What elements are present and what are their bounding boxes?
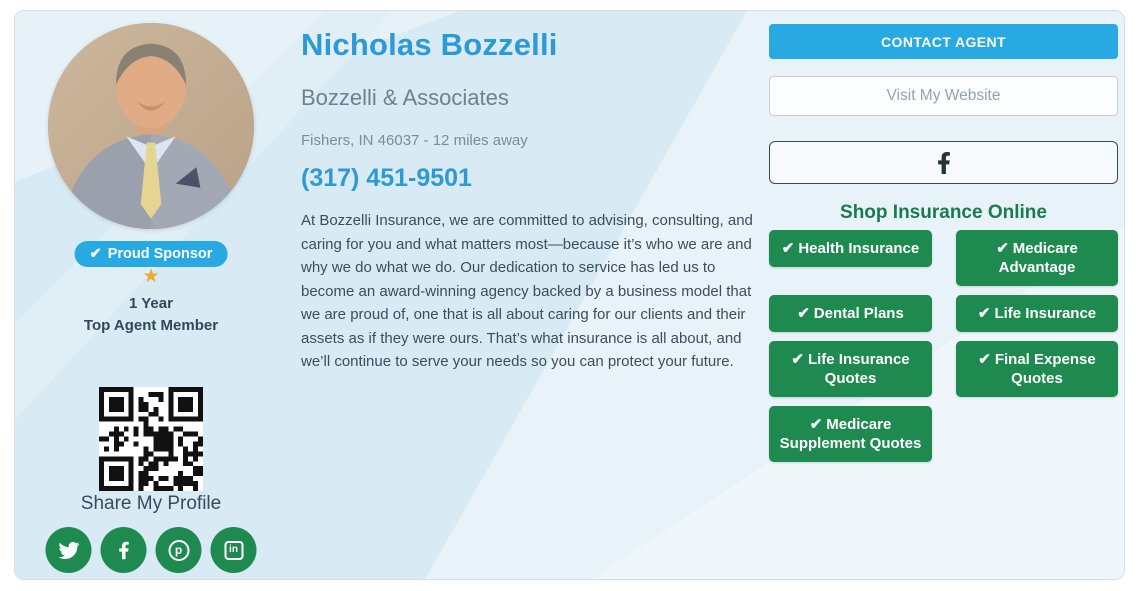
facebook-page-button[interactable] [769,141,1118,184]
linkedin-button[interactable] [211,527,257,573]
contact-agent-button[interactable]: CONTACT AGENT [769,24,1118,59]
agent-card [14,10,1125,580]
agent-bio: At Bozzelli Insurance, we are committed to advising, consulting, and caring for you and what matters most—because it’s who we are and why we do what we do. Our dedication to service has led us to become an award-winning agency backed by a business model that we are proud of, one that is all about caring for our clients and their assets as if they were ours. That’s what insurance is all about, and we’ll continue to serve your needs so you can protect your future. [301,212,753,370]
facebook-icon [937,152,951,174]
shop-button-final-expense-quotes[interactable]: ✔ Final Expense Quotes [956,341,1118,397]
visit-website-button[interactable]: Visit My Website [769,76,1118,116]
pinterest-icon: p [168,540,189,561]
agent-name: Nicholas Bozzelli [301,27,558,62]
facebook-button[interactable] [101,527,147,573]
linkedin-icon: in [224,541,243,560]
qr-code-image [99,387,203,491]
share-profile-label: Share My Profile [80,493,222,514]
check-icon: ✔ [797,305,810,322]
shop-buttons-grid [769,230,1118,462]
shop-button-dental-plans[interactable]: ✔ Dental Plans [769,295,932,332]
proud-sponsor-badge[interactable] [75,241,228,267]
agent-phone-link[interactable]: (317) 451-9501 [301,164,472,192]
qr-code [99,387,203,491]
shop-button-health-insurance[interactable]: ✔ Health Insurance [769,230,932,267]
star-icon: ★ [142,266,160,287]
shop-button-life-insurance-quotes[interactable]: ✔ Life Insurance Quotes [769,341,932,397]
check-icon: ✔ [791,351,804,368]
member-label: Top Agent Member [83,317,219,334]
facebook-icon [118,541,129,560]
member-years: 1 Year [129,295,173,312]
shop-button-medicare-supplement-quotes[interactable]: ✔ Medicare Supplement Quotes [769,406,932,462]
check-icon: ✔ [809,416,823,433]
agent-company: Bozzelli & Associates [301,85,509,110]
shop-button-medicare-advantage[interactable]: ✔ Medicare Advantage [956,230,1118,286]
check-icon: ✔ [978,351,991,368]
check-icon: ✔ [89,246,102,262]
twitter-icon [58,540,79,561]
check-icon: ✔ [977,305,991,322]
check-icon: ✔ [781,240,795,257]
agent-location: Fishers, IN 46037 - 12 miles away [301,132,528,149]
proud-sponsor-label: Proud Sponsor [107,246,213,262]
pinterest-button[interactable] [156,527,202,573]
shop-insurance-title: Shop Insurance Online [840,202,1047,223]
social-icons-row [46,527,257,573]
twitter-button[interactable] [46,527,92,573]
shop-button-life-insurance[interactable]: ✔ Life Insurance [956,295,1118,332]
agent-photo [48,23,254,229]
agent-photo-illustration [48,23,254,229]
check-icon: ✔ [996,240,1009,257]
